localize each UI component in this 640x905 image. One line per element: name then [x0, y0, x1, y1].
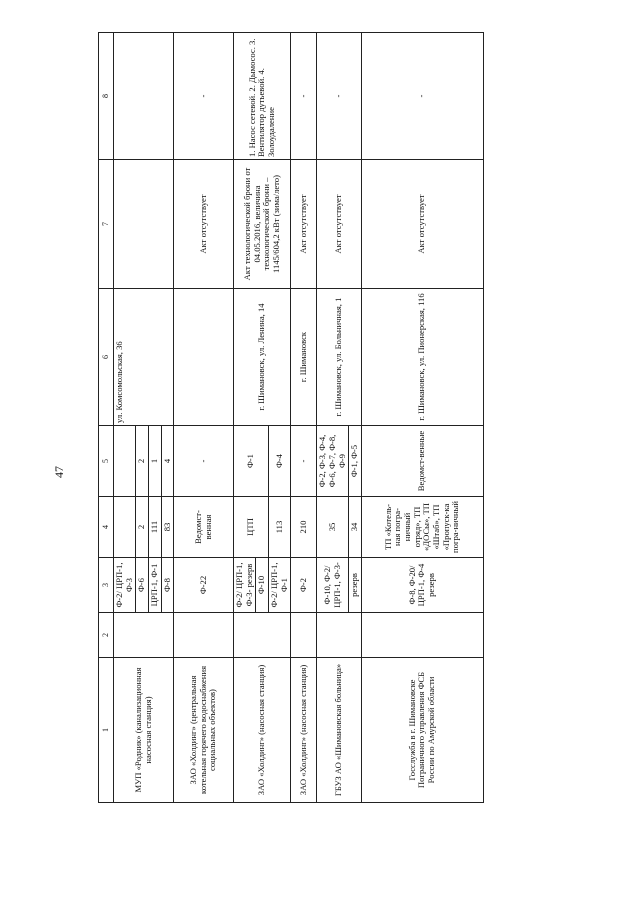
cell-fider-tp: Ф-1: [234, 426, 269, 497]
cell-tp: ЦТП: [234, 497, 269, 558]
cell-tp: Ведомст-венная: [174, 497, 234, 558]
rotated-table-page: [98, 38, 553, 803]
cell-feeder: Ф-8: [161, 558, 174, 613]
power-supply-table: [98, 32, 484, 803]
cell-empty: [361, 613, 483, 658]
cell-org-hospital: ГБУЗ АО «Шимановская больница»: [317, 658, 362, 803]
cell-tp: 113: [269, 497, 291, 558]
cell-feeder: Ф-2/ ЦРП-1, Ф-3- резерв: [234, 558, 256, 613]
table-row: [317, 33, 349, 803]
cell-equipment: -: [291, 33, 317, 160]
header-col-2: 2: [99, 613, 114, 658]
cell-fider-tp: Ф-1, Ф-5: [349, 426, 362, 497]
cell-org-border-service: Госслужба в г. Шимановске Пограничного управления ФСБ России по Амурской области: [361, 658, 483, 803]
cell-fider-tp: Ф-4: [269, 426, 291, 497]
cell-address: [174, 289, 234, 426]
cell-org-holding-central: ЗАО «Холдинг» (центральная котельная горячего водоснабжения социальных объектов): [174, 658, 234, 803]
cell-equipment: -: [317, 33, 362, 160]
cell-fider-tp: -: [291, 426, 317, 497]
cell-tp: 111: [148, 497, 161, 558]
table-row: [174, 33, 234, 803]
header-col-3: 3: [99, 558, 114, 613]
cell-address: г. Шимановск: [291, 289, 317, 426]
cell-tp: 2: [136, 497, 149, 558]
cell-feeder: Ф-22: [174, 558, 234, 613]
cell-feeder: Ф-2/ ЦРП-1, Ф-1: [269, 558, 291, 613]
header-col-7: 7: [99, 160, 114, 289]
header-col-8: 8: [99, 33, 114, 160]
cell-tp: 34: [349, 497, 362, 558]
cell-feeder: Ф-8, Ф-20/ ЦРП-1, Ф-4 резерв: [361, 558, 483, 613]
cell-equipment: 1. Насос сетевой. 2. Дымосос. 3. Вентилятор дутьевой. 4. Золоудаление: [234, 33, 291, 160]
cell-address: ул. Комсомольская, 36: [114, 289, 174, 426]
cell-act: Акт отсутствует: [317, 160, 362, 289]
cell-tp: 35: [317, 497, 349, 558]
cell-empty: [114, 613, 174, 658]
cell-equipment: -: [361, 33, 483, 160]
cell-act: Акт технологической брони от 04.05.2016, величина технологической брони – 1145/604,2 кВт (зима/лето): [234, 160, 291, 289]
cell-tp: 83: [161, 497, 174, 558]
cell-address: г. Шимановск, ул. Больничная, 1: [317, 289, 362, 426]
cell-feeder: Ф-2/ ЦРП-1, Ф-3: [114, 558, 136, 613]
cell-act: [114, 160, 174, 289]
cell-org-holding-pump-2: ЗАО «Холдинг» (насосная станция): [291, 658, 317, 803]
cell-feeder: Ф-10, Ф-2/ ЦРП-1, Ф-3-: [317, 558, 349, 613]
header-col-6: 6: [99, 289, 114, 426]
cell-org-rodnik: МУП «Родник» (канализационная насосная станция): [114, 658, 174, 803]
table-row: [291, 33, 317, 803]
cell-org-holding-pump: ЗАО «Холдинг» (насосная станция): [234, 658, 291, 803]
cell-fider-tp: 1: [148, 426, 161, 497]
table-row: [361, 33, 483, 803]
cell-fider-tp: Ф-2, Ф-3, Ф-4, Ф-6, Ф-7, Ф-8, Ф-9: [317, 426, 349, 497]
cell-empty: [174, 613, 234, 658]
cell-empty: [317, 613, 362, 658]
cell-feeder: ЦРП-1, Ф-1: [148, 558, 161, 613]
cell-act: Акт отсутствует: [361, 160, 483, 289]
cell-equipment: [114, 33, 174, 160]
cell-feeder: Ф-2: [291, 558, 317, 613]
cell-fider-tp: 4: [161, 426, 174, 497]
cell-fider-tp: -: [174, 426, 234, 497]
table-row: [114, 33, 136, 803]
cell-tp: ТП «Котель-ная погра-ничный отряд», ТП «ДОСы», ТП «Штаб», ТП «Пропуск-ка погра-ничный: [361, 497, 483, 558]
cell-address: г. Шимановск, ул. Пионерская, 116: [361, 289, 483, 426]
header-row: [99, 33, 114, 803]
cell-tp: 210: [291, 497, 317, 558]
cell-fider-tp: 2: [136, 426, 149, 497]
cell-address: г. Шимановск, ул. Ленина, 14: [234, 289, 291, 426]
cell-fider-tp: [114, 426, 136, 497]
header-col-1: 1: [99, 658, 114, 803]
cell-tp: [114, 497, 136, 558]
header-col-5: 5: [99, 426, 114, 497]
header-col-4: 4: [99, 497, 114, 558]
cell-equipment: -: [174, 33, 234, 160]
page-number: 47: [52, 466, 66, 478]
cell-fider-tp: Ведомст-венные: [361, 426, 483, 497]
cell-feeder: резерв: [349, 558, 362, 613]
table-row: [234, 33, 256, 803]
cell-act: Акт отсутствует: [174, 160, 234, 289]
cell-empty: [234, 613, 291, 658]
cell-feeder: Ф-6: [136, 558, 149, 613]
cell-feeder: Ф-10: [256, 558, 269, 613]
cell-empty: [291, 613, 317, 658]
cell-act: Акт отсутствует: [291, 160, 317, 289]
